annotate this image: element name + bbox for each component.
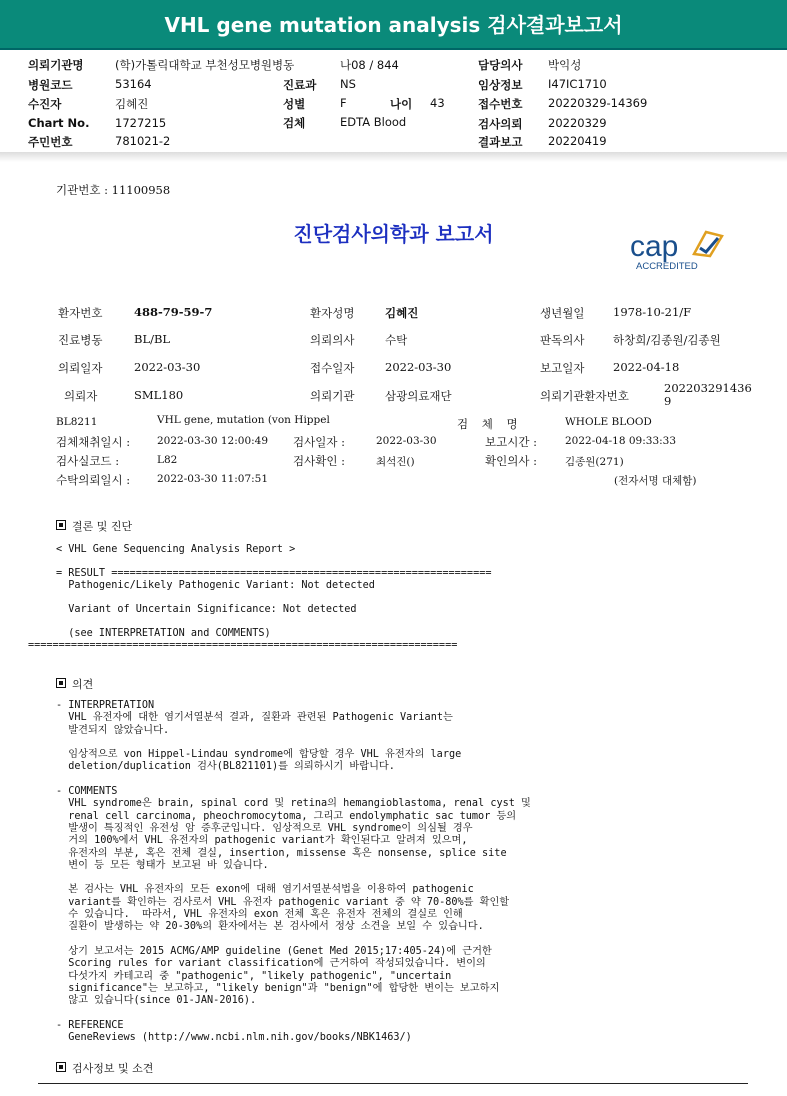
document-title: 진단검사의학과 보고서 [293, 222, 494, 246]
opinion-line: VHL 유전자에 대한 염기서열분석 결과, 질환과 관련된 Pathogenic Variant는 [56, 712, 453, 724]
opinion-line: 거의 100%에서 VHL 유전자의 pathogenic variant가 확인된다고 알려져 있으며, [56, 835, 468, 847]
section-bullet-icon [56, 1062, 66, 1072]
header-label: 임상정보 [478, 78, 523, 92]
header-label: 주민번호 [28, 135, 73, 149]
header-value: (학)가톨릭대학교 부천성모병원병동 [115, 58, 295, 72]
info-value-continued: 9 [664, 394, 672, 408]
header-label: 결과보고 [478, 135, 523, 149]
info-value: SML180 [134, 388, 184, 402]
header-label: 성별 [283, 97, 306, 111]
info-value: 2022-04-18 [613, 360, 680, 374]
result-line: Pathogenic/Likely Pathogenic Variant: Not detected [56, 580, 375, 591]
opinion-block [56, 700, 531, 1044]
detail-label: 검사실코드 : [56, 454, 120, 468]
info-label: 보고일자 [540, 361, 585, 375]
header-label: 진료과 [283, 78, 317, 92]
opinion-line: - COMMENTS [56, 786, 118, 798]
result-line: (see INTERPRETATION and COMMENTS) [56, 628, 271, 639]
institution-number: 기관번호 : 11100958 [56, 183, 171, 197]
info-label: 진료병동 [58, 333, 103, 347]
detail-value: 2022-03-30 11:07:51 [157, 473, 269, 485]
header-divider [0, 152, 787, 162]
section-title: 검사정보 및 소견 [72, 1062, 154, 1075]
opinion-line [56, 737, 531, 749]
info-label: 환자성명 [310, 306, 355, 320]
opinion-line: significance"는 보고하고, "likely benign"과 "benign"에 합당한 변이는 보고하지 [56, 982, 500, 994]
header-label: 나이 [390, 97, 413, 111]
opinion-line: variant를 확인하는 검사로서 VHL 유전자 pathogenic variant 중 약 70-80%를 확인할 [56, 896, 510, 908]
opinion-line: 수 있습니다. 따라서, VHL 유전자의 exon 전체 혹은 유전자 전체의 결실로 인해 [56, 909, 463, 921]
opinion-line [56, 872, 531, 884]
opinion-line: 발견되지 않았습니다. [56, 724, 170, 736]
report-title-bar [0, 0, 787, 50]
opinion-line: - INTERPRETATION [56, 700, 155, 711]
cap-logo-text: cap [630, 230, 679, 263]
info-label: 의뢰기관환자번호 [540, 389, 629, 403]
result-line: Variant of Uncertain Significance: Not detected [56, 604, 357, 615]
test-code: BL8211 [56, 416, 98, 428]
header-label: 검사의뢰 [478, 117, 523, 131]
section-opinion [56, 676, 93, 692]
cap-accredited-text: ACCREDITED [636, 261, 698, 272]
info-value: 2022-03-30 [385, 360, 452, 374]
patient-number: 488-79-59-7 [134, 305, 213, 319]
info-label: 판독의사 [540, 333, 585, 347]
info-label: 접수일자 [310, 361, 355, 375]
info-value: 1978-10-21/F [613, 305, 692, 319]
section-bullet-icon [56, 520, 66, 530]
header-value: EDTA Blood [340, 115, 407, 129]
header-value: 김혜진 [115, 97, 149, 111]
opinion-line: - REFERENCE [56, 1019, 124, 1031]
header-value: 20220329 [548, 116, 607, 130]
opinion-line: renal cell carcinoma, pheochromocytoma, 그리고 endolymphatic sac tumor 등의 [56, 810, 517, 822]
opinion-line: 않고 있습니다(since 01-JAN-2016). [56, 995, 257, 1007]
header-label: 수진자 [28, 97, 62, 111]
header-value: 781021-2 [115, 134, 171, 148]
info-value: BL/BL [134, 332, 171, 346]
header-label: Chart No. [28, 116, 90, 130]
detail-value: L82 [157, 454, 178, 466]
header-ward-value: 나08 / 844 [340, 58, 399, 72]
opinion-line: 변이 등 모든 형태가 보고된 바 있습니다. [56, 859, 269, 871]
header-label: 검체 [283, 116, 306, 130]
detail-label: 보고시간 : [485, 435, 537, 449]
test-name: VHL gene, mutation (von Hippel [157, 414, 330, 426]
specimen-label: 검 체 명 [457, 417, 518, 431]
detail-label: 수탁의뢰일시 : [56, 473, 131, 487]
header-label: 접수번호 [478, 97, 523, 111]
section-title: 의견 [72, 678, 94, 691]
opinion-line: 다섯가지 카테고리 중 "pathogenic", "likely pathogenic", "uncertain [56, 970, 452, 982]
opinion-line [56, 1007, 531, 1019]
header-value: 20220419 [548, 134, 607, 148]
header-value: 1727215 [115, 116, 167, 130]
specimen-value: WHOLE BLOOD [565, 416, 652, 428]
detail-value: 2022-04-18 09:33:33 [565, 435, 677, 447]
header-value: F [340, 96, 347, 110]
info-value: 하창희/김종원/김종원 [613, 333, 721, 347]
opinion-line: 발생이 특징적인 유전성 암 증후군입니다. 임상적으로 VHL syndrome이 의심될 경우 [56, 822, 473, 834]
opinion-line: 본 검사는 VHL 유전자의 모든 exon에 대해 염기서열분석법을 이용하여 pathogenic [56, 884, 474, 896]
opinion-line [56, 774, 531, 786]
header-value: 53164 [115, 77, 152, 91]
header-label: 의뢰기관명 [28, 58, 84, 72]
header-value: I47IC1710 [548, 77, 607, 91]
opinion-line: 임상적으로 von Hippel-Lindau syndrome에 합당할 경우 VHL 유전자의 large [56, 749, 462, 761]
detail-label: 확인의사 : [485, 454, 537, 468]
header-label: 병원코드 [28, 78, 73, 92]
opinion-line [56, 934, 531, 946]
info-label: 의뢰의사 [310, 333, 355, 347]
cap-accredited-logo [628, 226, 728, 272]
section-conclusion [56, 518, 132, 534]
opinion-line: Scoring rules for variant classification에 근거하여 작성되었습니다. 변이의 [56, 958, 486, 970]
info-value: 202203291436 [664, 381, 752, 395]
detail-value: 최석진() [376, 456, 415, 468]
info-label: 의뢰일자 [58, 361, 103, 375]
header-value: 43 [430, 96, 445, 110]
section-title: 결론 및 진단 [72, 520, 133, 533]
header-value: 박익성 [548, 58, 582, 72]
detail-label: 검체채취일시 : [56, 435, 131, 449]
detail-label: 검사확인 : [293, 454, 345, 468]
opinion-line: VHL syndrome은 brain, spinal cord 및 retina의 hemangioblastoma, renal cyst 및 [56, 798, 531, 810]
info-value: 2022-03-30 [134, 360, 201, 374]
header-label: 담당의사 [478, 58, 523, 72]
detail-value: 2022-03-30 [376, 435, 437, 447]
opinion-line: 유전자의 부분, 혹은 전체 결실, insertion, missense 혹은 nonsense, splice site [56, 847, 507, 859]
opinion-line: deletion/duplication 검사(BL821101)를 의뢰하시기 바랍니다. [56, 761, 395, 773]
opinion-line: 상기 보고서는 2015 ACMG/AMP guideline (Genet Med 2015;17:405-24)에 근거한 [56, 945, 492, 957]
info-label: 의뢰기관 [310, 389, 355, 403]
opinion-line: 질환이 발생하는 약 20-30%의 환자에서는 본 검사에서 정상 소견을 보일 수 있습니다. [56, 921, 484, 933]
patient-name: 김혜진 [385, 306, 419, 320]
info-label: 의뢰자 [64, 389, 98, 403]
info-label: 환자번호 [58, 306, 103, 320]
info-value: 삼광의료재단 [385, 389, 452, 403]
info-label: 생년월일 [540, 306, 585, 320]
header-value: 20220329-14369 [548, 96, 648, 110]
result-line: ====================================================================== [28, 640, 458, 651]
header-value: NS [340, 77, 356, 91]
detail-value: 2022-03-30 12:00:49 [157, 435, 269, 447]
section-test-info [56, 1060, 153, 1076]
result-line: = RESULT ============================================================== [56, 568, 492, 579]
report-title: VHL gene mutation analysis 검사결과보고서 [164, 13, 623, 37]
detail-label: 검사일자 : [293, 435, 345, 449]
info-value: 수탁 [385, 333, 408, 347]
detail-value: 김종원(271) [565, 456, 624, 468]
result-line: < VHL Gene Sequencing Analysis Report > [56, 544, 296, 555]
page-bottom-rule [38, 1083, 748, 1084]
opinion-line: GeneReviews (http://www.ncbi.nlm.nih.gov/books/NBK1463/) [56, 1032, 412, 1044]
esign-note: (전자서명 대체함) [614, 475, 697, 487]
result-block [28, 544, 492, 651]
section-bullet-icon [56, 678, 66, 688]
